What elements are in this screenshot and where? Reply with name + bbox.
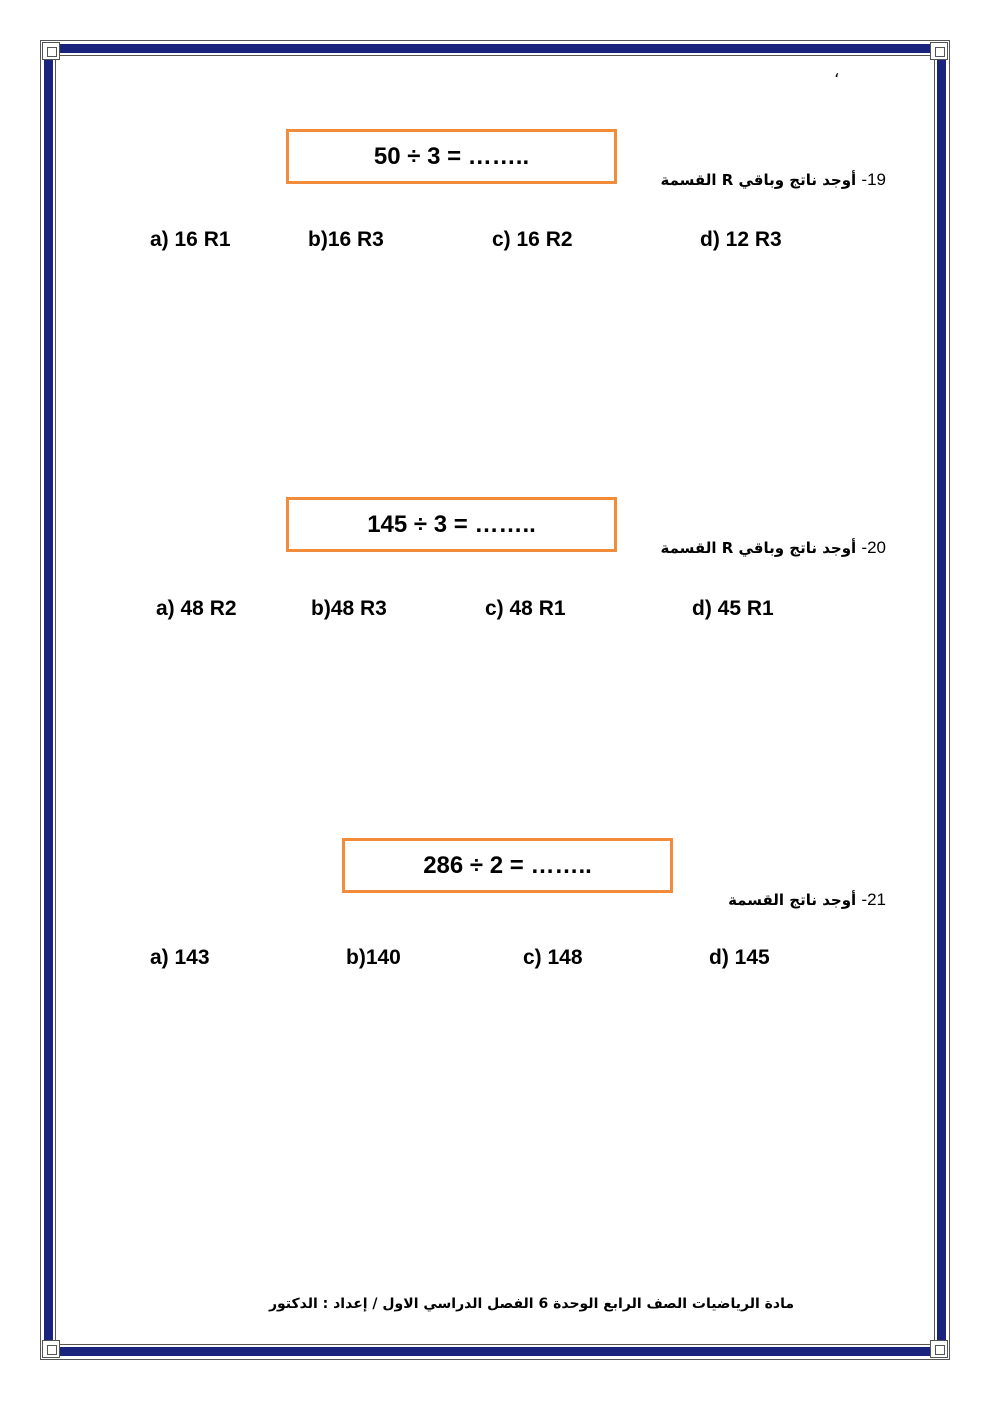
corner-ornament-bottom-left — [42, 1340, 60, 1358]
question-21 — [728, 890, 886, 910]
option-b[interactable]: b)140 — [346, 946, 401, 969]
question-number: 20- — [861, 538, 886, 557]
option-c[interactable]: c) 48 R1 — [485, 597, 566, 620]
equation-text: 286 ÷ 2 = …….. — [423, 851, 592, 879]
question-prompt: أوجد ناتج وباقي R القسمة — [660, 171, 857, 189]
page-mark: ، — [834, 62, 840, 81]
option-d[interactable]: d) 12 R3 — [700, 228, 782, 251]
option-c[interactable]: c) 16 R2 — [492, 228, 573, 251]
question-19 — [660, 170, 886, 190]
option-d[interactable]: d) 45 R1 — [692, 597, 774, 620]
question-number: 21- — [861, 890, 886, 909]
equation-text: 145 ÷ 3 = …….. — [367, 510, 536, 538]
option-b[interactable]: b)48 R3 — [311, 597, 387, 620]
option-a[interactable]: a) 48 R2 — [156, 597, 237, 620]
option-c[interactable]: c) 148 — [523, 946, 583, 969]
equation-box-20 — [286, 497, 617, 552]
equation-box-19 — [286, 129, 617, 184]
option-b[interactable]: b)16 R3 — [308, 228, 384, 251]
corner-ornament-top-left — [42, 42, 60, 60]
question-20 — [660, 538, 886, 558]
question-prompt: أوجد ناتج وباقي R القسمة — [660, 539, 857, 557]
question-number: 19- — [861, 170, 886, 189]
page-footer: مادة الرياضيات الصف الرابع الوحدة 6 الفصل الدراسي الاول / إعداد : الدكتور — [268, 1296, 794, 1312]
option-d[interactable]: d) 145 — [709, 946, 770, 969]
option-a[interactable]: a) 143 — [150, 946, 210, 969]
option-a[interactable]: a) 16 R1 — [150, 228, 231, 251]
equation-box-21 — [342, 838, 673, 893]
corner-ornament-bottom-right — [930, 1340, 948, 1358]
equation-text: 50 ÷ 3 = …….. — [373, 142, 530, 170]
question-prompt: أوجد ناتج القسمة — [728, 891, 857, 909]
corner-ornament-top-right — [930, 42, 948, 60]
